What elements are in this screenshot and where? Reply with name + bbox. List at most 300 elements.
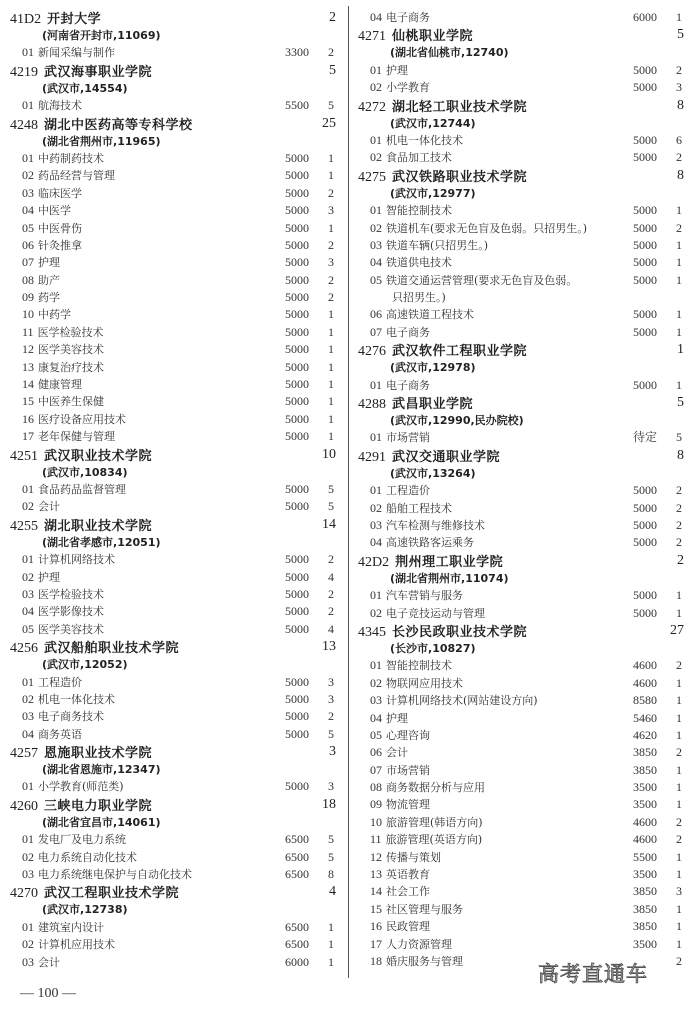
major-quota: 3 (328, 203, 334, 218)
major-code: 01 (370, 377, 382, 392)
major-fee: 5000 (285, 272, 309, 287)
major-code: 05 (22, 621, 34, 636)
major-quota: 1 (328, 937, 334, 952)
school-code: 4275 (358, 169, 386, 185)
major-name: 医学检验技术 (38, 587, 104, 601)
major-name: 护理 (386, 63, 408, 77)
major-code: 02 (22, 499, 34, 514)
major-code: 02 (22, 691, 34, 706)
major-quota: 3 (328, 255, 334, 270)
major-row (358, 237, 684, 254)
major-fee: 5000 (633, 605, 657, 620)
major-code: 07 (370, 762, 382, 777)
major-code: 04 (22, 726, 34, 741)
major-name: 社会工作 (386, 885, 430, 899)
major-quota: 2 (328, 709, 334, 724)
major-quota: 1 (676, 203, 682, 218)
major-quota: 2 (328, 272, 334, 287)
major-name: 中医养生保健 (38, 395, 104, 409)
school-location: (湖北省荆州市,11074) (390, 571, 509, 585)
watermark-logo: 高考直通车 (538, 958, 648, 988)
major-fee: 3500 (633, 797, 657, 812)
major-code: 01 (370, 203, 382, 218)
major-fee: 5000 (285, 255, 309, 270)
major-quota: 1 (676, 10, 682, 24)
major-row (358, 727, 684, 744)
school-header (10, 516, 336, 534)
major-code: 02 (370, 220, 382, 235)
school-code: 4219 (10, 64, 38, 80)
major-row (10, 393, 336, 410)
major-row (358, 814, 684, 831)
major-name: 铁道车辆(只招男生。) (386, 238, 489, 252)
column-divider (348, 6, 349, 978)
major-code: 01 (22, 919, 34, 934)
major-row (358, 500, 684, 517)
major-name: 医学检验技术 (37, 325, 104, 339)
major-fee: 4600 (633, 658, 657, 673)
major-quota: 8 (328, 867, 334, 882)
school-location: (武汉市,12738) (42, 903, 128, 917)
major-code: 07 (22, 255, 34, 270)
major-code: 03 (22, 709, 34, 724)
school-quota: 25 (322, 115, 336, 131)
major-row (358, 710, 684, 727)
major-quota: 1 (676, 377, 682, 392)
major-fee: 5000 (285, 726, 309, 741)
major-fee: 5000 (633, 203, 657, 218)
major-quota: 2 (328, 604, 334, 619)
major-row (10, 44, 336, 61)
major-code: 02 (22, 569, 34, 584)
major-name: 机电一体化技术 (38, 692, 115, 706)
school-location: (武汉市,12052) (42, 658, 128, 672)
major-quota: 1 (328, 168, 334, 183)
major-row (358, 605, 684, 622)
school-quota: 8 (677, 97, 684, 113)
school-code: 4248 (10, 117, 38, 133)
major-row (10, 481, 336, 498)
major-row (10, 202, 336, 219)
major-code: 03 (370, 517, 382, 532)
major-row (358, 936, 684, 953)
school-location: (湖北省荆州市,11965) (42, 134, 161, 148)
major-row (358, 692, 684, 709)
major-quota: 1 (676, 867, 682, 882)
major-quota: 1 (676, 307, 682, 322)
major-row (358, 762, 684, 779)
major-row (358, 202, 684, 219)
major-fee: 5000 (633, 517, 657, 532)
major-quota: 2 (676, 535, 682, 550)
major-code: 03 (370, 693, 382, 708)
major-row (10, 849, 336, 866)
major-name: 航海技术 (38, 99, 82, 113)
major-fee: 5000 (285, 709, 309, 724)
major-quota: 1 (676, 605, 682, 620)
major-quota: 1 (676, 693, 682, 708)
school-header (10, 115, 336, 133)
school-quota: 13 (322, 639, 336, 655)
major-name: 药品经营与管理 (38, 169, 115, 183)
school-quota: 2 (677, 552, 684, 568)
major-quota: 5 (328, 849, 334, 864)
major-code: 10 (370, 814, 382, 829)
major-fee: 3500 (633, 780, 657, 795)
major-row (358, 587, 684, 604)
major-code: 03 (22, 867, 34, 882)
major-code: 03 (22, 586, 34, 601)
major-quota: 1 (328, 324, 334, 339)
major-row (358, 324, 684, 341)
major-fee: 6500 (285, 919, 309, 934)
school-quota: 14 (322, 516, 336, 532)
right-column (358, 9, 684, 970)
major-row (358, 744, 684, 761)
major-code: 01 (22, 45, 34, 60)
school-location: (湖北省孝感市,12051) (42, 535, 161, 549)
major-quota: 1 (676, 762, 682, 777)
major-name: 人力资源管理 (386, 937, 452, 951)
major-code: 01 (22, 150, 34, 165)
major-name: 旅游管理(韩语方向) (386, 815, 483, 829)
major-name: 会计 (38, 500, 60, 514)
major-fee: 5000 (633, 307, 657, 322)
major-fee: 5000 (285, 586, 309, 601)
major-code: 05 (370, 727, 382, 742)
major-fee: 5000 (633, 237, 657, 252)
school-code: 4251 (10, 448, 38, 464)
major-row (358, 675, 684, 692)
major-fee: 5000 (285, 604, 309, 619)
major-code: 15 (370, 901, 382, 916)
major-name: 康复治疗技术 (38, 360, 104, 374)
major-quota: 2 (328, 552, 334, 567)
major-quota: 2 (328, 290, 334, 305)
major-row (10, 674, 336, 691)
school-name: 湖北职业技术学院 (44, 518, 153, 534)
school-name: 湖北轻工职业技术学院 (392, 99, 528, 115)
major-name: 建筑室内设计 (38, 920, 104, 934)
major-name: 食品药品监督管理 (38, 482, 126, 496)
school-name: 恩施职业技术学院 (44, 746, 153, 762)
major-name: 铁道交通运营管理(要求无色盲及色弱。 (386, 273, 578, 287)
major-name: 护理 (386, 711, 408, 725)
major-row (10, 551, 336, 568)
major-fee: 5000 (285, 168, 309, 183)
major-row (358, 796, 684, 813)
major-name: 工程造价 (38, 675, 82, 689)
major-row (10, 254, 336, 271)
major-quota: 2 (328, 45, 334, 60)
major-name: 英语教育 (386, 868, 430, 882)
major-row (10, 691, 336, 708)
school-name: 武汉船舶职业技术学院 (44, 641, 180, 657)
major-fee: 5000 (285, 359, 309, 374)
major-name: 医疗设备应用技术 (38, 412, 126, 426)
major-code: 01 (370, 588, 382, 603)
major-name: 商务英语 (38, 727, 82, 741)
school-name: 武昌职业学院 (392, 397, 474, 413)
major-row (10, 831, 336, 848)
major-quota: 1 (676, 710, 682, 725)
major-quota: 5 (328, 481, 334, 496)
major-code: 17 (22, 429, 34, 444)
major-name: 心理咨询 (386, 728, 430, 742)
major-fee: 5000 (633, 255, 657, 270)
major-name-continuation: 只招男生。) (392, 291, 446, 305)
major-name: 会计 (386, 746, 408, 760)
major-fee: 5460 (633, 710, 657, 725)
major-quota: 3 (328, 779, 334, 794)
major-row (358, 272, 684, 289)
school-name: 仙桃职业学院 (392, 29, 474, 45)
major-row (358, 779, 684, 796)
major-name: 高速铁道工程技术 (386, 308, 474, 322)
major-code: 04 (370, 10, 382, 24)
school-location: (湖北省仙桃市,12740) (390, 46, 509, 60)
major-quota: 1 (328, 359, 334, 374)
major-quota: 1 (328, 342, 334, 357)
school-quota: 18 (322, 796, 336, 812)
major-fee: 5000 (285, 290, 309, 305)
major-row (358, 377, 684, 394)
major-name: 旅游管理(英语方向) (385, 833, 483, 847)
major-row (358, 849, 684, 866)
major-code: 18 (370, 953, 382, 968)
major-row (358, 918, 684, 935)
school-name: 三峡电力职业学院 (44, 798, 153, 814)
school-code: 4288 (358, 397, 386, 413)
major-name: 老年保健与管理 (38, 430, 115, 444)
school-code: 4257 (10, 746, 38, 762)
major-code: 01 (22, 832, 34, 847)
school-header (10, 638, 336, 656)
school-location: (武汉市,14554) (42, 81, 128, 95)
school-code: 4256 (10, 641, 38, 657)
major-row (10, 237, 336, 254)
major-fee: 3500 (633, 867, 657, 882)
school-header (10, 796, 336, 814)
major-code: 16 (22, 411, 34, 426)
major-code: 06 (370, 307, 382, 322)
major-fee: 5000 (633, 272, 657, 287)
major-fee: 待定 (632, 430, 657, 445)
major-code: 08 (22, 272, 34, 287)
major-row (10, 726, 336, 743)
major-quota: 1 (328, 411, 334, 426)
major-fee: 5000 (633, 377, 657, 392)
major-name: 铁道供电技术 (386, 256, 452, 270)
major-row (10, 708, 336, 725)
major-fee: 4600 (633, 675, 657, 690)
major-row (358, 149, 684, 166)
major-code: 03 (22, 954, 34, 969)
major-fee: 5000 (633, 80, 657, 95)
major-code: 10 (22, 307, 34, 322)
school-name: 长沙民政职业技术学院 (392, 624, 528, 640)
major-name: 船舶工程技术 (386, 501, 452, 515)
major-name: 小学教育(师范类) (38, 780, 124, 794)
major-code: 04 (22, 203, 34, 218)
school-code: 4345 (358, 624, 386, 640)
major-row (10, 272, 336, 289)
major-row (10, 411, 336, 428)
major-fee: 5000 (285, 307, 309, 322)
major-fee: 5500 (285, 98, 309, 113)
school-location: (武汉市,12990,民办院校) (390, 414, 524, 428)
major-quota: 1 (328, 429, 334, 444)
major-fee: 5000 (285, 220, 309, 235)
major-fee: 8580 (633, 693, 657, 708)
major-code: 03 (22, 185, 34, 200)
major-row (10, 220, 336, 237)
major-quota: 3 (328, 674, 334, 689)
major-row (10, 428, 336, 445)
major-quota: 1 (328, 307, 334, 322)
school-name: 武汉交通职业学院 (392, 449, 501, 465)
major-row (10, 359, 336, 376)
major-quota: 1 (676, 237, 682, 252)
school-quota: 10 (322, 446, 336, 462)
major-name: 针灸推拿 (38, 238, 82, 252)
school-header (358, 26, 684, 44)
major-name: 食品加工技术 (386, 151, 452, 165)
major-code: 04 (22, 604, 34, 619)
major-fee: 5000 (285, 674, 309, 689)
school-header (10, 883, 336, 901)
school-code: 42D2 (358, 554, 390, 570)
major-name: 铁道机车(要求无色盲及色弱。只招男生。) (386, 221, 588, 235)
major-fee: 6000 (633, 10, 657, 24)
major-fee: 5000 (285, 377, 309, 392)
major-row (10, 150, 336, 167)
major-fee: 5000 (633, 324, 657, 339)
school-code: 4272 (358, 99, 386, 115)
major-code: 16 (370, 919, 382, 934)
major-fee: 5000 (633, 500, 657, 515)
major-name: 机电一体化技术 (386, 133, 463, 147)
major-fee: 4600 (633, 814, 657, 829)
major-name: 药学 (38, 291, 60, 305)
major-code: 12 (22, 342, 34, 357)
school-header (358, 552, 684, 570)
major-fee: 6500 (285, 937, 309, 952)
major-name: 医学美容技术 (38, 622, 104, 636)
major-fee: 5000 (285, 237, 309, 252)
school-location: (武汉市,10834) (42, 465, 128, 479)
major-code: 03 (370, 237, 382, 252)
school-quota: 2 (329, 10, 336, 25)
major-row (10, 586, 336, 603)
major-code: 01 (22, 98, 34, 113)
major-name: 电子竞技运动与管理 (386, 606, 485, 620)
major-row (358, 220, 684, 237)
school-quota: 5 (677, 395, 684, 411)
major-quota: 1 (676, 797, 682, 812)
major-code: 01 (370, 132, 382, 147)
major-name: 智能控制技术 (386, 659, 452, 673)
major-quota: 1 (676, 901, 682, 916)
major-name: 计算机应用技术 (38, 938, 115, 952)
school-header (10, 743, 336, 761)
major-row (358, 831, 684, 848)
major-fee: 6500 (285, 832, 309, 847)
major-quota: 2 (676, 517, 682, 532)
major-row (10, 167, 336, 184)
major-code: 14 (370, 884, 382, 899)
major-fee: 3300 (285, 45, 309, 60)
major-quota: 1 (676, 588, 682, 603)
school-name: 武汉工程职业技术学院 (44, 886, 180, 902)
major-row (358, 254, 684, 271)
major-quota: 2 (676, 814, 682, 829)
major-code: 05 (370, 272, 382, 287)
major-code: 11 (22, 324, 34, 339)
major-name: 临床医学 (38, 186, 82, 200)
major-code: 02 (370, 675, 382, 690)
major-fee: 5000 (285, 342, 309, 357)
major-name: 物流管理 (386, 798, 430, 812)
major-code: 04 (370, 255, 382, 270)
major-quota: 1 (328, 919, 334, 934)
major-quota: 2 (676, 500, 682, 515)
major-row (358, 482, 684, 499)
major-code: 01 (22, 481, 34, 496)
major-fee: 5000 (633, 220, 657, 235)
major-code: 04 (370, 535, 382, 550)
major-fee: 5000 (285, 203, 309, 218)
major-row (10, 936, 336, 953)
major-code: 07 (370, 324, 382, 339)
major-quota: 2 (328, 185, 334, 200)
major-name: 市场营销 (386, 763, 430, 777)
major-fee: 5000 (285, 481, 309, 496)
school-location: (长沙市,10827) (390, 641, 476, 655)
school-quota: 8 (677, 167, 684, 183)
major-code: 01 (370, 658, 382, 673)
major-name: 婚庆服务与管理 (386, 954, 463, 968)
school-name: 湖北中医药高等专科学校 (44, 117, 193, 133)
major-row (10, 778, 336, 795)
school-code: 4255 (10, 518, 38, 534)
major-quota: 1 (328, 394, 334, 409)
major-fee: 5000 (285, 552, 309, 567)
major-code: 02 (370, 500, 382, 515)
school-quota: 5 (677, 27, 684, 43)
major-fee: 5000 (285, 185, 309, 200)
school-code: 4270 (10, 886, 38, 902)
school-header (358, 622, 684, 640)
major-name: 传播与策划 (386, 850, 441, 864)
major-fee: 5000 (285, 569, 309, 584)
major-code: 02 (370, 605, 382, 620)
school-name: 武汉海事职业学院 (44, 64, 153, 80)
major-name: 电子商务 (386, 325, 430, 339)
major-quota: 1 (676, 324, 682, 339)
major-quota: 2 (676, 658, 682, 673)
major-name: 护理 (38, 256, 60, 270)
major-name: 中医学 (38, 204, 71, 218)
major-fee: 4620 (633, 727, 657, 742)
major-row (10, 866, 336, 883)
major-fee: 5000 (633, 62, 657, 77)
major-quota: 2 (676, 745, 682, 760)
major-row (10, 498, 336, 515)
major-row (10, 324, 336, 341)
school-header (10, 446, 336, 464)
school-quota: 3 (329, 744, 336, 760)
